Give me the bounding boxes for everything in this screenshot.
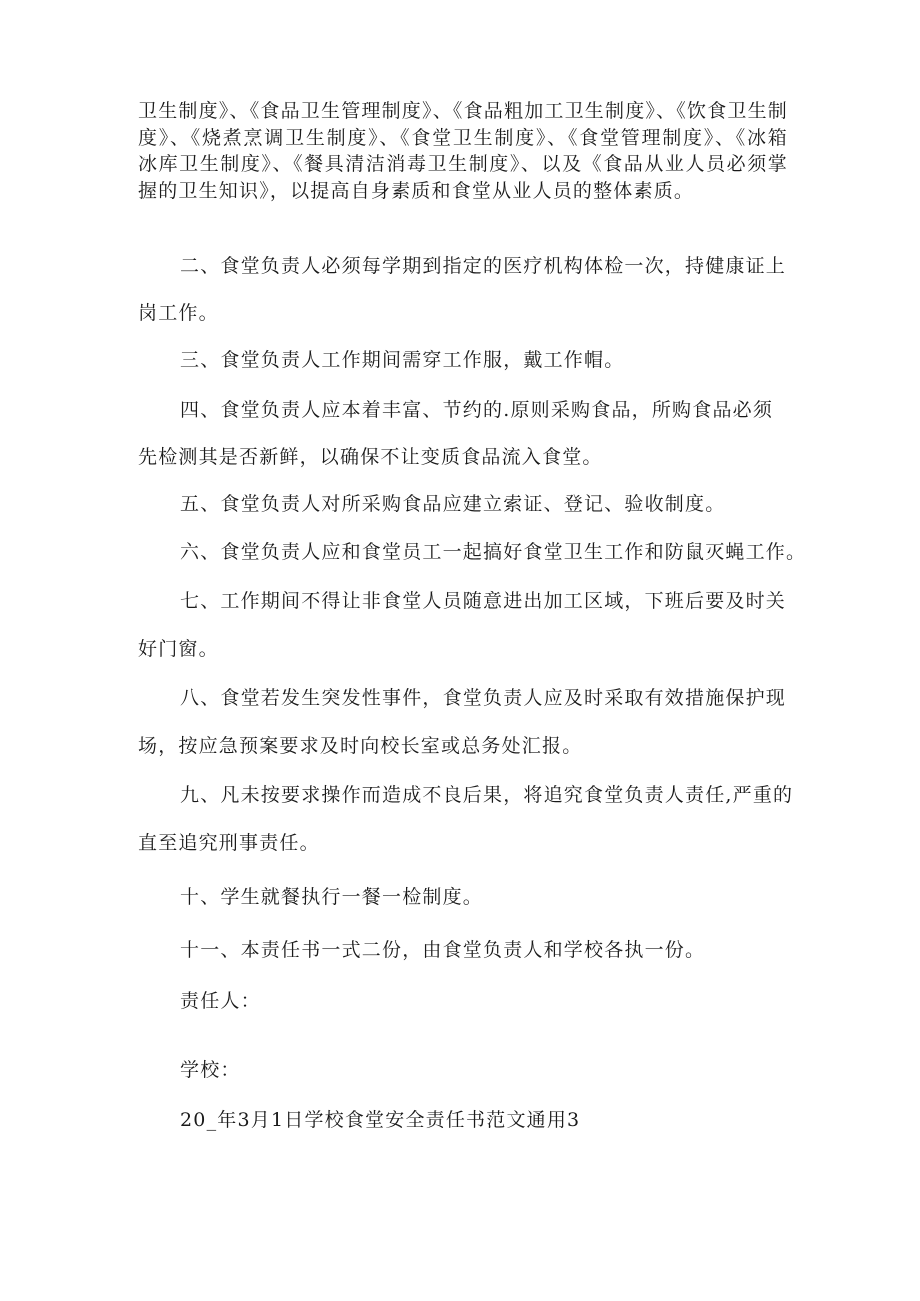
item-10: 十、学生就餐执行一餐一检制度。: [180, 886, 484, 908]
item-5: 五、食堂负责人对所采购食品应建立索证、登记、验收制度。: [180, 493, 726, 515]
responsible-person-label: 责任人：: [180, 990, 261, 1012]
item-8-line-2: 场，按应急预案要求及时向校长室或总务处汇报。: [138, 735, 583, 757]
item-2-line-2: 岗工作。: [138, 302, 219, 324]
item-3: 三、食堂负责人工作期间需穿工作服，戴工作帽。: [180, 349, 625, 371]
school-label: 学校：: [180, 1059, 241, 1081]
item-7-line-1: 七、工作期间不得让非食堂人员随意进出加工区域，下班后要及时关: [180, 590, 787, 612]
item-6: 六、食堂负责人应和食堂员工一起搞好食堂卫生工作和防鼠灭蝇工作。: [180, 541, 807, 563]
item-11: 十一、本责任书一式二份，由食堂负责人和学校各执一份。: [180, 939, 706, 961]
item-9-line-1: 九、凡未按要求操作而造成不良后果，将追究食堂负责人责任,严重的: [180, 784, 794, 806]
item-4-line-1: 四、食堂负责人应本着丰富、节约的.原则采购食品，所购食品必须: [180, 399, 774, 421]
item-9-line-2: 直至追究刑事责任。: [138, 832, 320, 854]
item-2-line-1: 二、食堂负责人必须每学期到指定的医疗机构体检一次，持健康证上: [180, 255, 787, 277]
intro-paragraph: 卫生制度》、《食品卫生管理制度》、《食品粗加工卫生制度》、《饮食卫生制度》、《烧煮烹调卫生制度》、《食堂卫生制度》、《食堂管理制度》、《冰箱冰库卫生制度》、《餐具清洁消毒卫生制度》、以及《食品从业人员必须掌握的卫生知识》，以提高自身素质和食堂从业人员的整体素质。: [138, 100, 789, 202]
date-title: 20_年3月1日学校食堂安全责任书范文通用3: [180, 1109, 581, 1131]
item-7-line-2: 好门窗。: [138, 638, 219, 660]
item-8-line-1: 八、食堂若发生突发性事件，食堂负责人应及时采取有效措施保护现: [180, 687, 787, 709]
item-4-line-2: 先检测其是否新鲜，以确保不让变质食品流入食堂。: [138, 446, 603, 468]
